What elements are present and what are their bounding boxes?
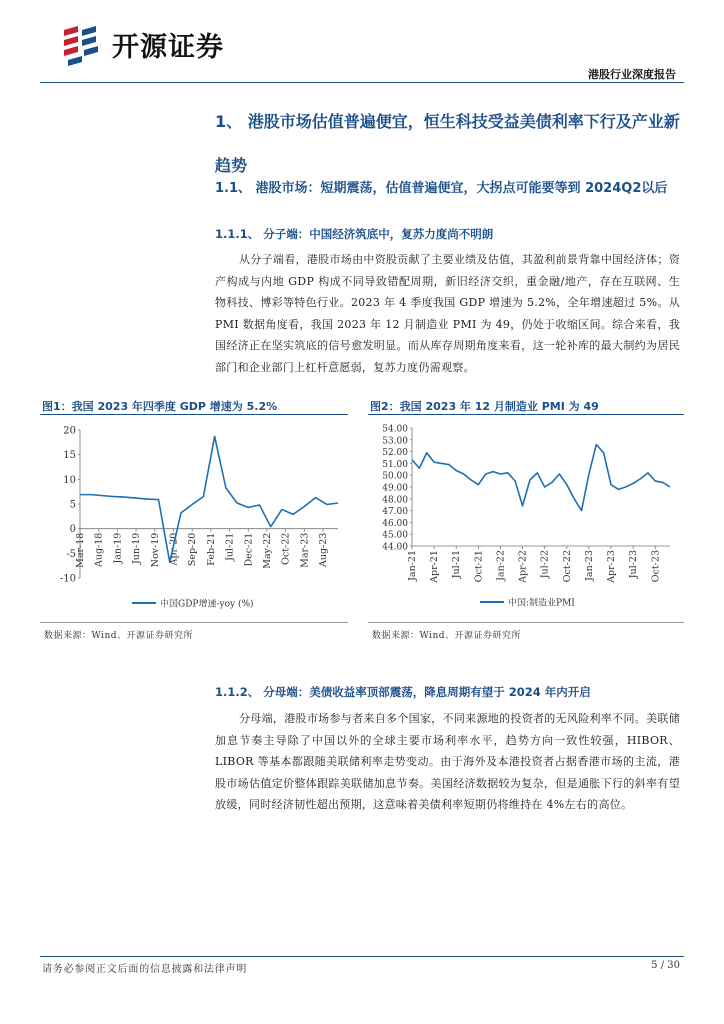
x-tick-label: Jul-22 [539, 550, 551, 579]
figure-1-top-rule [40, 414, 348, 415]
y-tick-label: 5 [69, 499, 76, 511]
y-tick-label: 0 [69, 524, 76, 536]
x-tick-label: Nov-19 [149, 532, 161, 568]
x-tick-label: Jul-21 [451, 550, 463, 579]
figure-1-source: 数据来源：Wind、开源证券研究所 [44, 631, 194, 641]
figure-2-source: 数据来源：Wind、开源证券研究所 [372, 631, 522, 641]
figure-2-top-rule [368, 414, 684, 415]
x-tick-label: Jun-19 [131, 532, 143, 565]
x-tick-label: Jan-21 [407, 550, 418, 581]
x-tick-label: Sep-20 [187, 532, 199, 567]
x-tick-label: Jan-22 [495, 550, 507, 581]
header-divider [40, 82, 684, 83]
section-1-title: 1、 港股市场估值普遍便宜，恒生科技受益美债利率下行及产业新趋势 [215, 112, 680, 175]
report-type: 港股行业深度报告 [588, 68, 676, 81]
x-tick-label: Oct-22 [561, 550, 573, 583]
x-tick-label: Feb-21 [205, 532, 217, 566]
x-tick-label: Oct-22 [280, 532, 292, 565]
footer-disclaimer: 请务必参阅正文后面的信息披露和法律声明 [42, 964, 248, 975]
footer-divider [40, 956, 684, 957]
y-tick-label: 46.00 [382, 518, 408, 529]
logo-text: 开源证券 [112, 31, 224, 63]
y-tick-label: 10 [63, 474, 76, 486]
gdp-growth-chart [40, 418, 348, 620]
y-tick-label: -5 [66, 548, 76, 560]
section-1-1-1-paragraph: 从分子端看，港股市场由中资股贡献了主要业绩及估值，其盈利前景背靠中国经济体；资产构成与内地 GDP 构成不同导致错配周期，新旧经济交织，重金融/地产，存在互联网、生物科技、博彩等特色行业。2023 年 4 季度我国 GDP 增速为 5.2%，全年增速超过 5%。从 PMI 数据角度看，我国 2023 年 12 月制造业 PMI 为 49，仍处于收缩区间。综合来看，我国经济正在坚实筑底的信号愈发明显。而从库存周期角度来看，这一轮补库的最大制约为居民部门和企业部门上杠杆意愿弱，复苏力度仍需观察。 [215, 253, 680, 374]
logo-mark-icon [60, 22, 104, 66]
section-1-1-2-title: 1.1.2、 分母端：美债收益率顶部震荡，降息周期有望于 2024 年内开启 [215, 685, 591, 699]
y-tick-label: -10 [59, 573, 76, 585]
figure-2-bottom-rule [368, 622, 684, 623]
y-tick-label: 45.00 [382, 530, 408, 541]
figure-1-title: 图1：我国 2023 年四季度 GDP 增速为 5.2% [42, 400, 278, 413]
brand-logo [60, 20, 280, 68]
x-tick-label: Apr-20 [168, 532, 180, 566]
x-tick-label: Aug-18 [93, 532, 105, 568]
y-tick-label: 15 [63, 450, 76, 462]
x-tick-label: Jul-23 [628, 550, 640, 579]
figure-2-title: 图2：我国 2023 年 12 月制造业 PMI 为 49 [370, 400, 599, 413]
x-tick-label: Apr-21 [429, 550, 441, 583]
x-tick-label: Dec-21 [243, 532, 255, 567]
x-tick-label: Jul-21 [224, 532, 236, 561]
page-number: 5 / 30 [651, 960, 680, 971]
y-tick-label: 52.00 [382, 448, 408, 459]
y-tick-label: 44.00 [382, 542, 408, 553]
x-tick-label: Mar-23 [299, 532, 311, 568]
x-tick-label: Oct-21 [473, 550, 485, 583]
x-tick-label: Oct-23 [650, 550, 662, 583]
y-tick-label: 49.00 [382, 483, 408, 494]
y-tick-label: 50.00 [382, 471, 408, 482]
x-tick-label: Mar-18 [75, 532, 86, 568]
section-1-1-1-title: 1.1.1、 分子端：中国经济筑底中，复苏力度尚不明朗 [215, 227, 494, 241]
legend-label: 中国GDP增速-yoy (%) [160, 599, 254, 610]
x-tick-label: Apr-22 [517, 550, 529, 583]
section-1-1-2-paragraph: 分母端，港股市场参与者来自多个国家，不同来源地的投资者的无风险利率不同。美联储加息节奏主导除了中国以外的全球主要市场利率水平，趋势方向一致性较强，HIBOR、LIBOR 等基本都跟随美联储利率走势变动。由于海外及本港投资者占据香港市场的主流，港股市场估值定价整体跟踪美联储加息节奏。美国经济数据较为复杂，但是通胀下行的斜率有望放缓，同时经济韧性超出预期，这意味着美债利率短期仍将维持在 4%左右的高位。 [215, 712, 680, 811]
pmi-chart [368, 418, 684, 620]
x-tick-label: Jan-19 [112, 532, 124, 564]
x-tick-label: May-22 [261, 532, 273, 569]
series-line [412, 445, 670, 511]
figure-1-bottom-rule [40, 622, 348, 623]
y-tick-label: 51.00 [382, 459, 408, 470]
x-tick-label: Jan-23 [583, 550, 595, 581]
legend-label: 中国:制造业PMI [508, 598, 575, 609]
section-1-1-title: 1.1、 港股市场：短期震荡，估值普遍便宜，大拐点可能要等到 2024Q2以后 [215, 181, 668, 196]
y-tick-label: 47.00 [382, 507, 408, 518]
x-tick-label: Apr-23 [606, 550, 618, 583]
x-tick-label: Aug-23 [318, 532, 330, 568]
y-tick-label: 54.00 [382, 424, 408, 435]
y-tick-label: 20 [63, 425, 76, 437]
y-tick-label: 48.00 [382, 495, 408, 506]
y-tick-label: 53.00 [382, 436, 408, 447]
